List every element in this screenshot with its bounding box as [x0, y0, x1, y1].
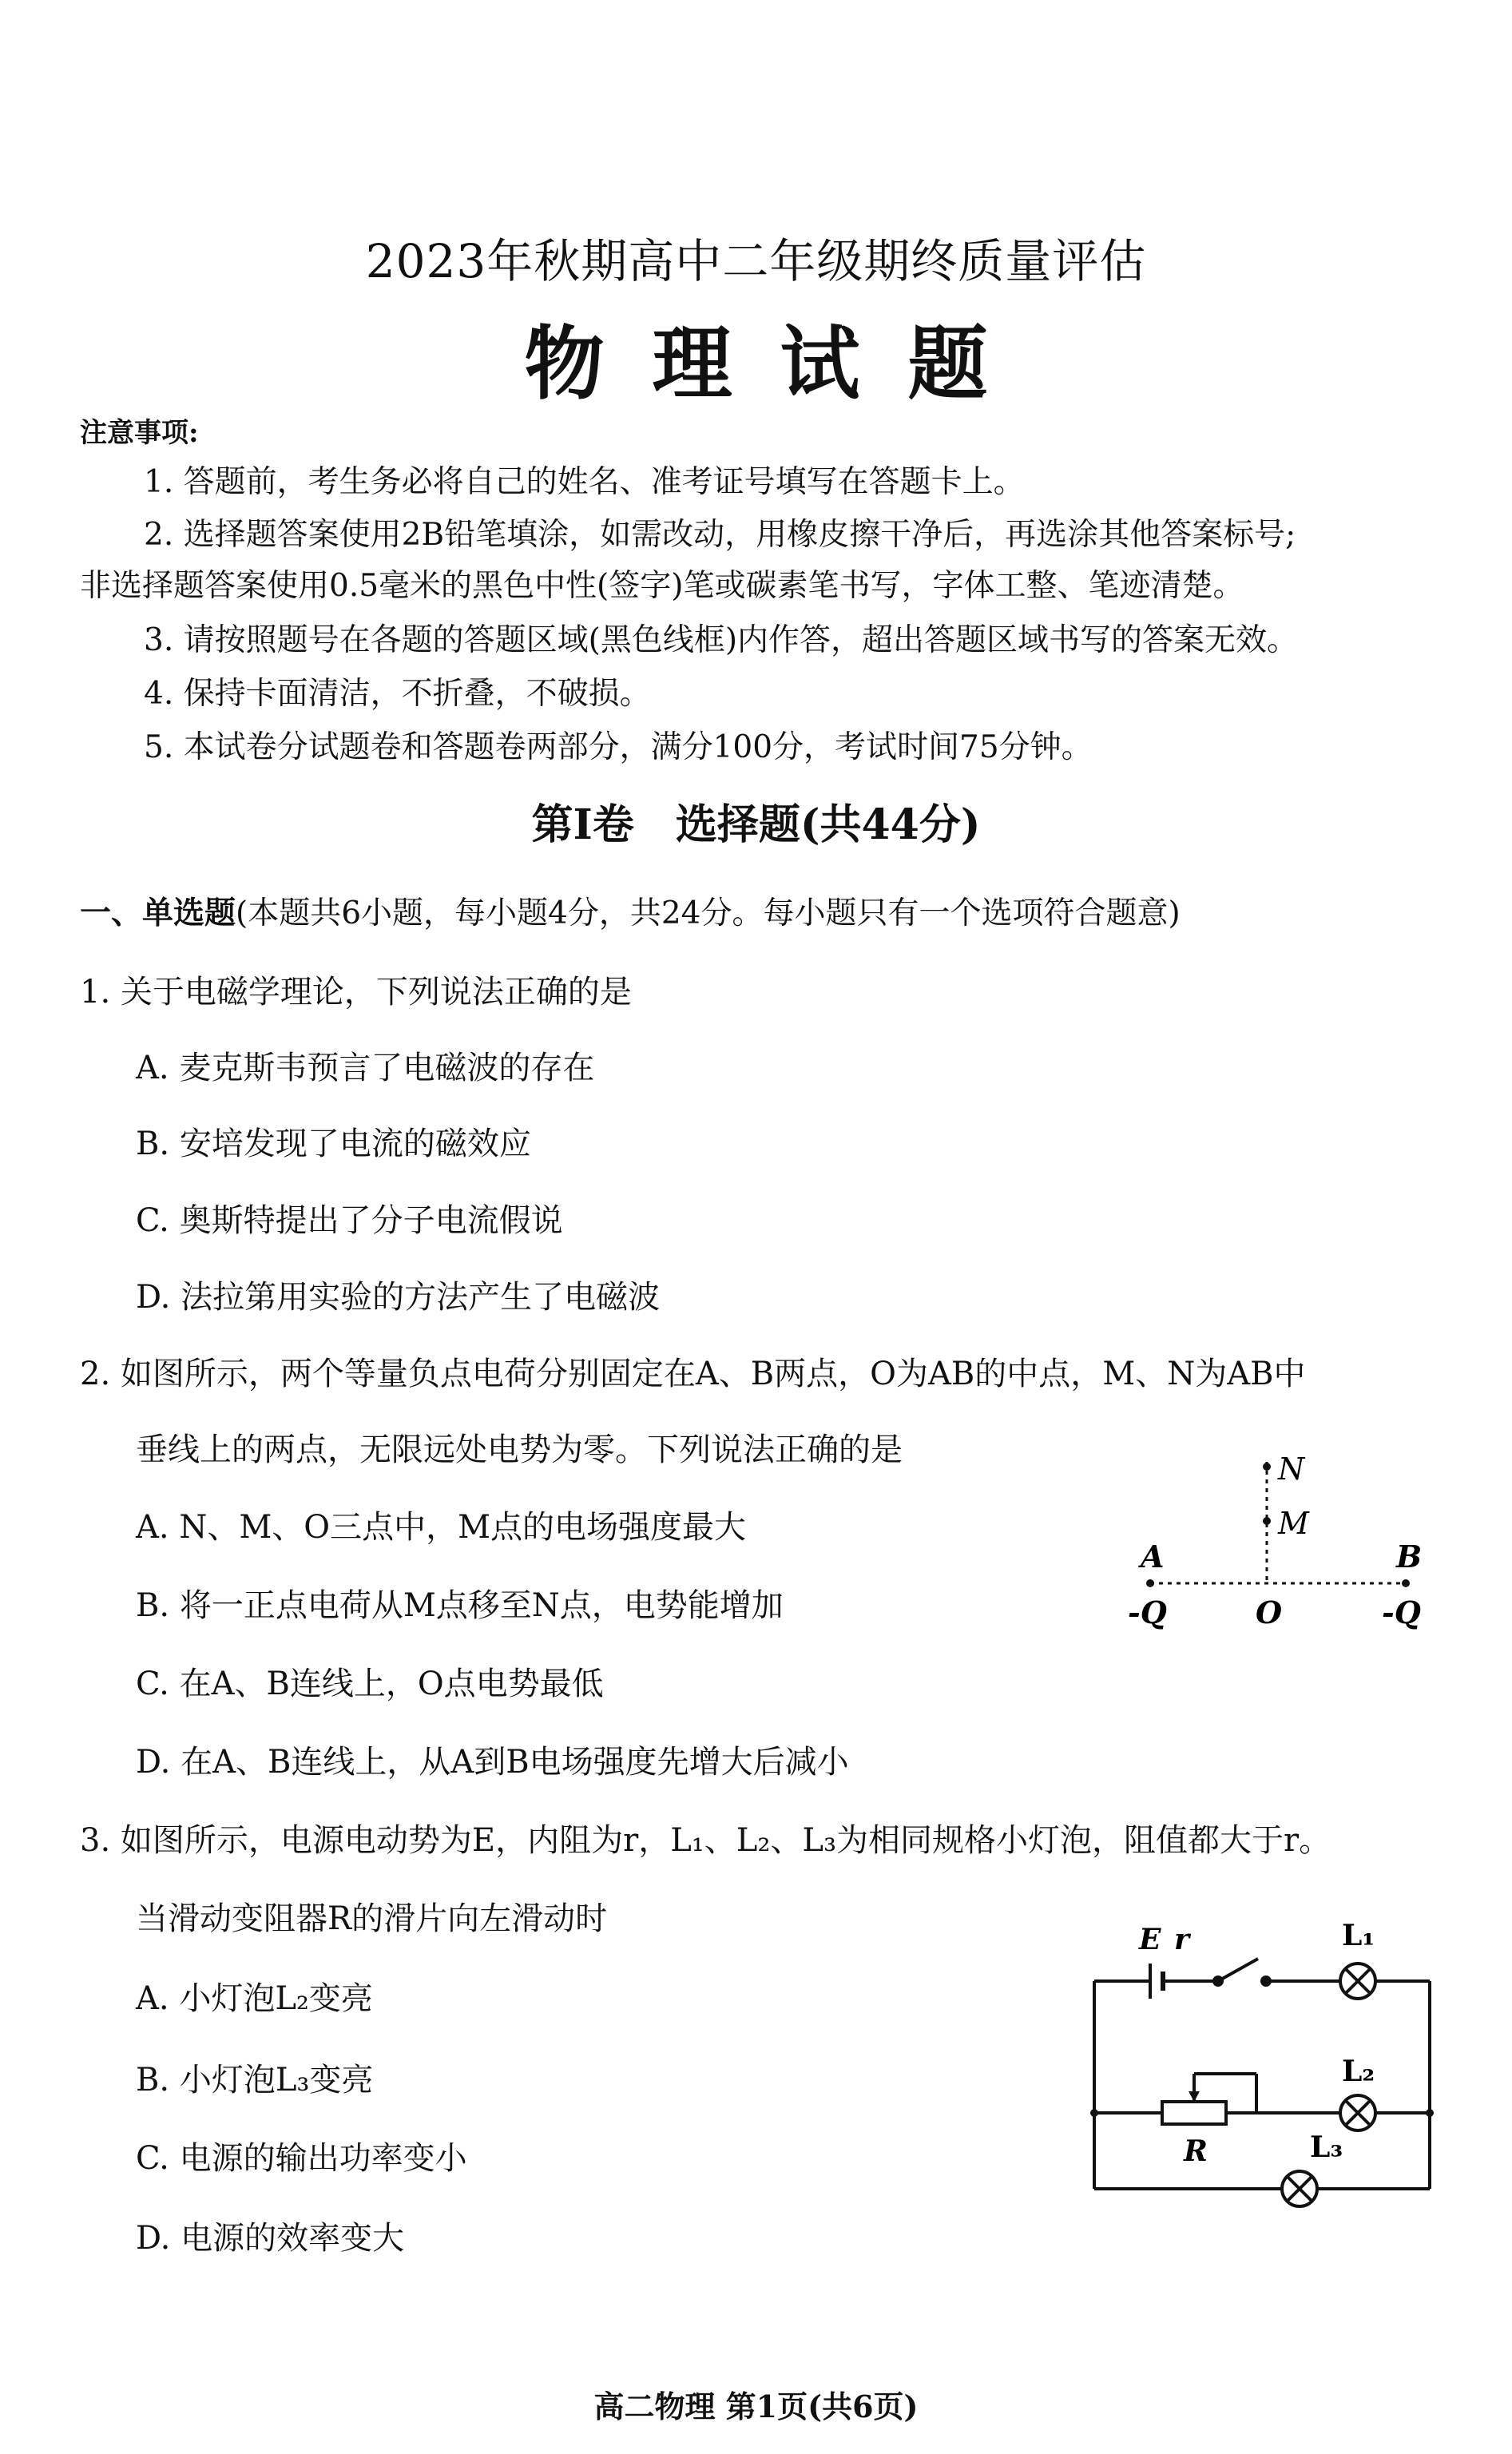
label-rheostat: R [1184, 2134, 1208, 2168]
option-a: A. 麦克斯韦预言了电磁波的存在 [136, 1050, 595, 1086]
switch-blade [1218, 1959, 1258, 1981]
label-b: B [1396, 1539, 1423, 1574]
section-rule: (本题共6小题，每小题4分，共24分。每小题只有一个选项符合题意) [236, 895, 1181, 931]
label-l3: L₃ [1310, 2130, 1343, 2164]
rheostat-body [1162, 2102, 1226, 2124]
notes-heading: 注意事项: [80, 417, 199, 449]
option-c: C. 奥斯特提出了分子电流假说 [136, 1202, 563, 1239]
circuit-figure [1086, 1901, 1438, 2237]
question-stem-cont: 垂线上的两点，无限远处电势为零。下列说法正确的是 [136, 1432, 903, 1468]
option-c: C. 在A、B连线上，O点电势最低 [136, 1666, 604, 1702]
point-n [1263, 1463, 1271, 1471]
charge-b-label: -Q [1382, 1594, 1421, 1630]
note-item: 3. 请按照题号在各题的答题区域(黑色线框)内作答，超出答题区域书写的答案无效。 [144, 622, 1299, 658]
section-label: 一、单选题 [80, 895, 236, 931]
label-o: O [1256, 1594, 1283, 1630]
label-l1: L₁ [1342, 1919, 1375, 1952]
question-stem: 3. 如图所示，电源电动势为E，内阻为r，L₁、L₂、L₃为相同规格小灯泡，阻值都大于r。 [80, 1822, 1331, 1859]
option-c: C. 电源的输出功率变小 [136, 2140, 467, 2177]
charge-a-label: -Q [1128, 1594, 1167, 1630]
note-item: 1. 答题前，考生务必将自己的姓名、准考证号填写在答题卡上。 [144, 464, 1025, 500]
note-item: 非选择题答案使用0.5毫米的黑色中性(签字)笔或碳素笔书写，字体工整、笔迹清楚。 [80, 568, 1244, 604]
charges-figure [1118, 1446, 1486, 1646]
label-r-internal: r [1174, 1923, 1189, 1956]
option-d: D. 电源的效率变大 [136, 2220, 405, 2257]
point-m [1263, 1517, 1271, 1525]
option-a: A. 小灯泡L₂变亮 [136, 1980, 373, 2017]
option-b: B. 安培发现了电流的磁效应 [136, 1126, 531, 1162]
label-m: M [1278, 1506, 1309, 1541]
option-d: D. 在A、B连线上，从A到B电场强度先增大后减小 [136, 1744, 849, 1781]
question-stem-cont: 当滑动变阻器R的滑片向左滑动时 [136, 1900, 608, 1937]
label-e: E [1139, 1923, 1161, 1956]
note-item: 5. 本试卷分试题卷和答题卷两部分，满分100分，考试时间75分钟。 [144, 729, 1093, 765]
option-d: D. 法拉第用实验的方法产生了电磁波 [136, 1279, 661, 1316]
page-footer: 高二物理 第1页(共6页) [593, 2388, 919, 2424]
option-a: A. N、M、O三点中，M点的电场强度最大 [136, 1509, 747, 1546]
label-n: N [1278, 1451, 1305, 1487]
option-b: B. 小灯泡L₃变亮 [136, 2062, 374, 2099]
page-title: 物理试题 [524, 316, 1036, 411]
point-a [1146, 1579, 1154, 1587]
note-item: 4. 保持卡面清洁，不折叠，不破损。 [144, 676, 651, 712]
label-a: A [1141, 1539, 1165, 1574]
option-b: B. 将一正点电荷从M点移至N点，电势能增加 [136, 1587, 784, 1624]
question-stem: 1. 关于电磁学理论，下列说法正确的是 [80, 974, 632, 1011]
question-stem: 2. 如图所示，两个等量负点电荷分别固定在A、B两点，O为AB的中点，M、N为AB中 [80, 1356, 1306, 1392]
point-b [1402, 1579, 1410, 1587]
label-l2: L₂ [1342, 2055, 1375, 2088]
section-instructions [80, 888, 1181, 933]
note-item: 2. 选择题答案使用2B铅笔填涂，如需改动，用橡皮擦干净后，再选涂其他答案标号; [144, 517, 1296, 553]
section-title: 第I卷 选择题(共44分) [531, 800, 981, 849]
exam-subtitle: 2023年秋期高中二年级期终质量评估 [365, 234, 1147, 288]
